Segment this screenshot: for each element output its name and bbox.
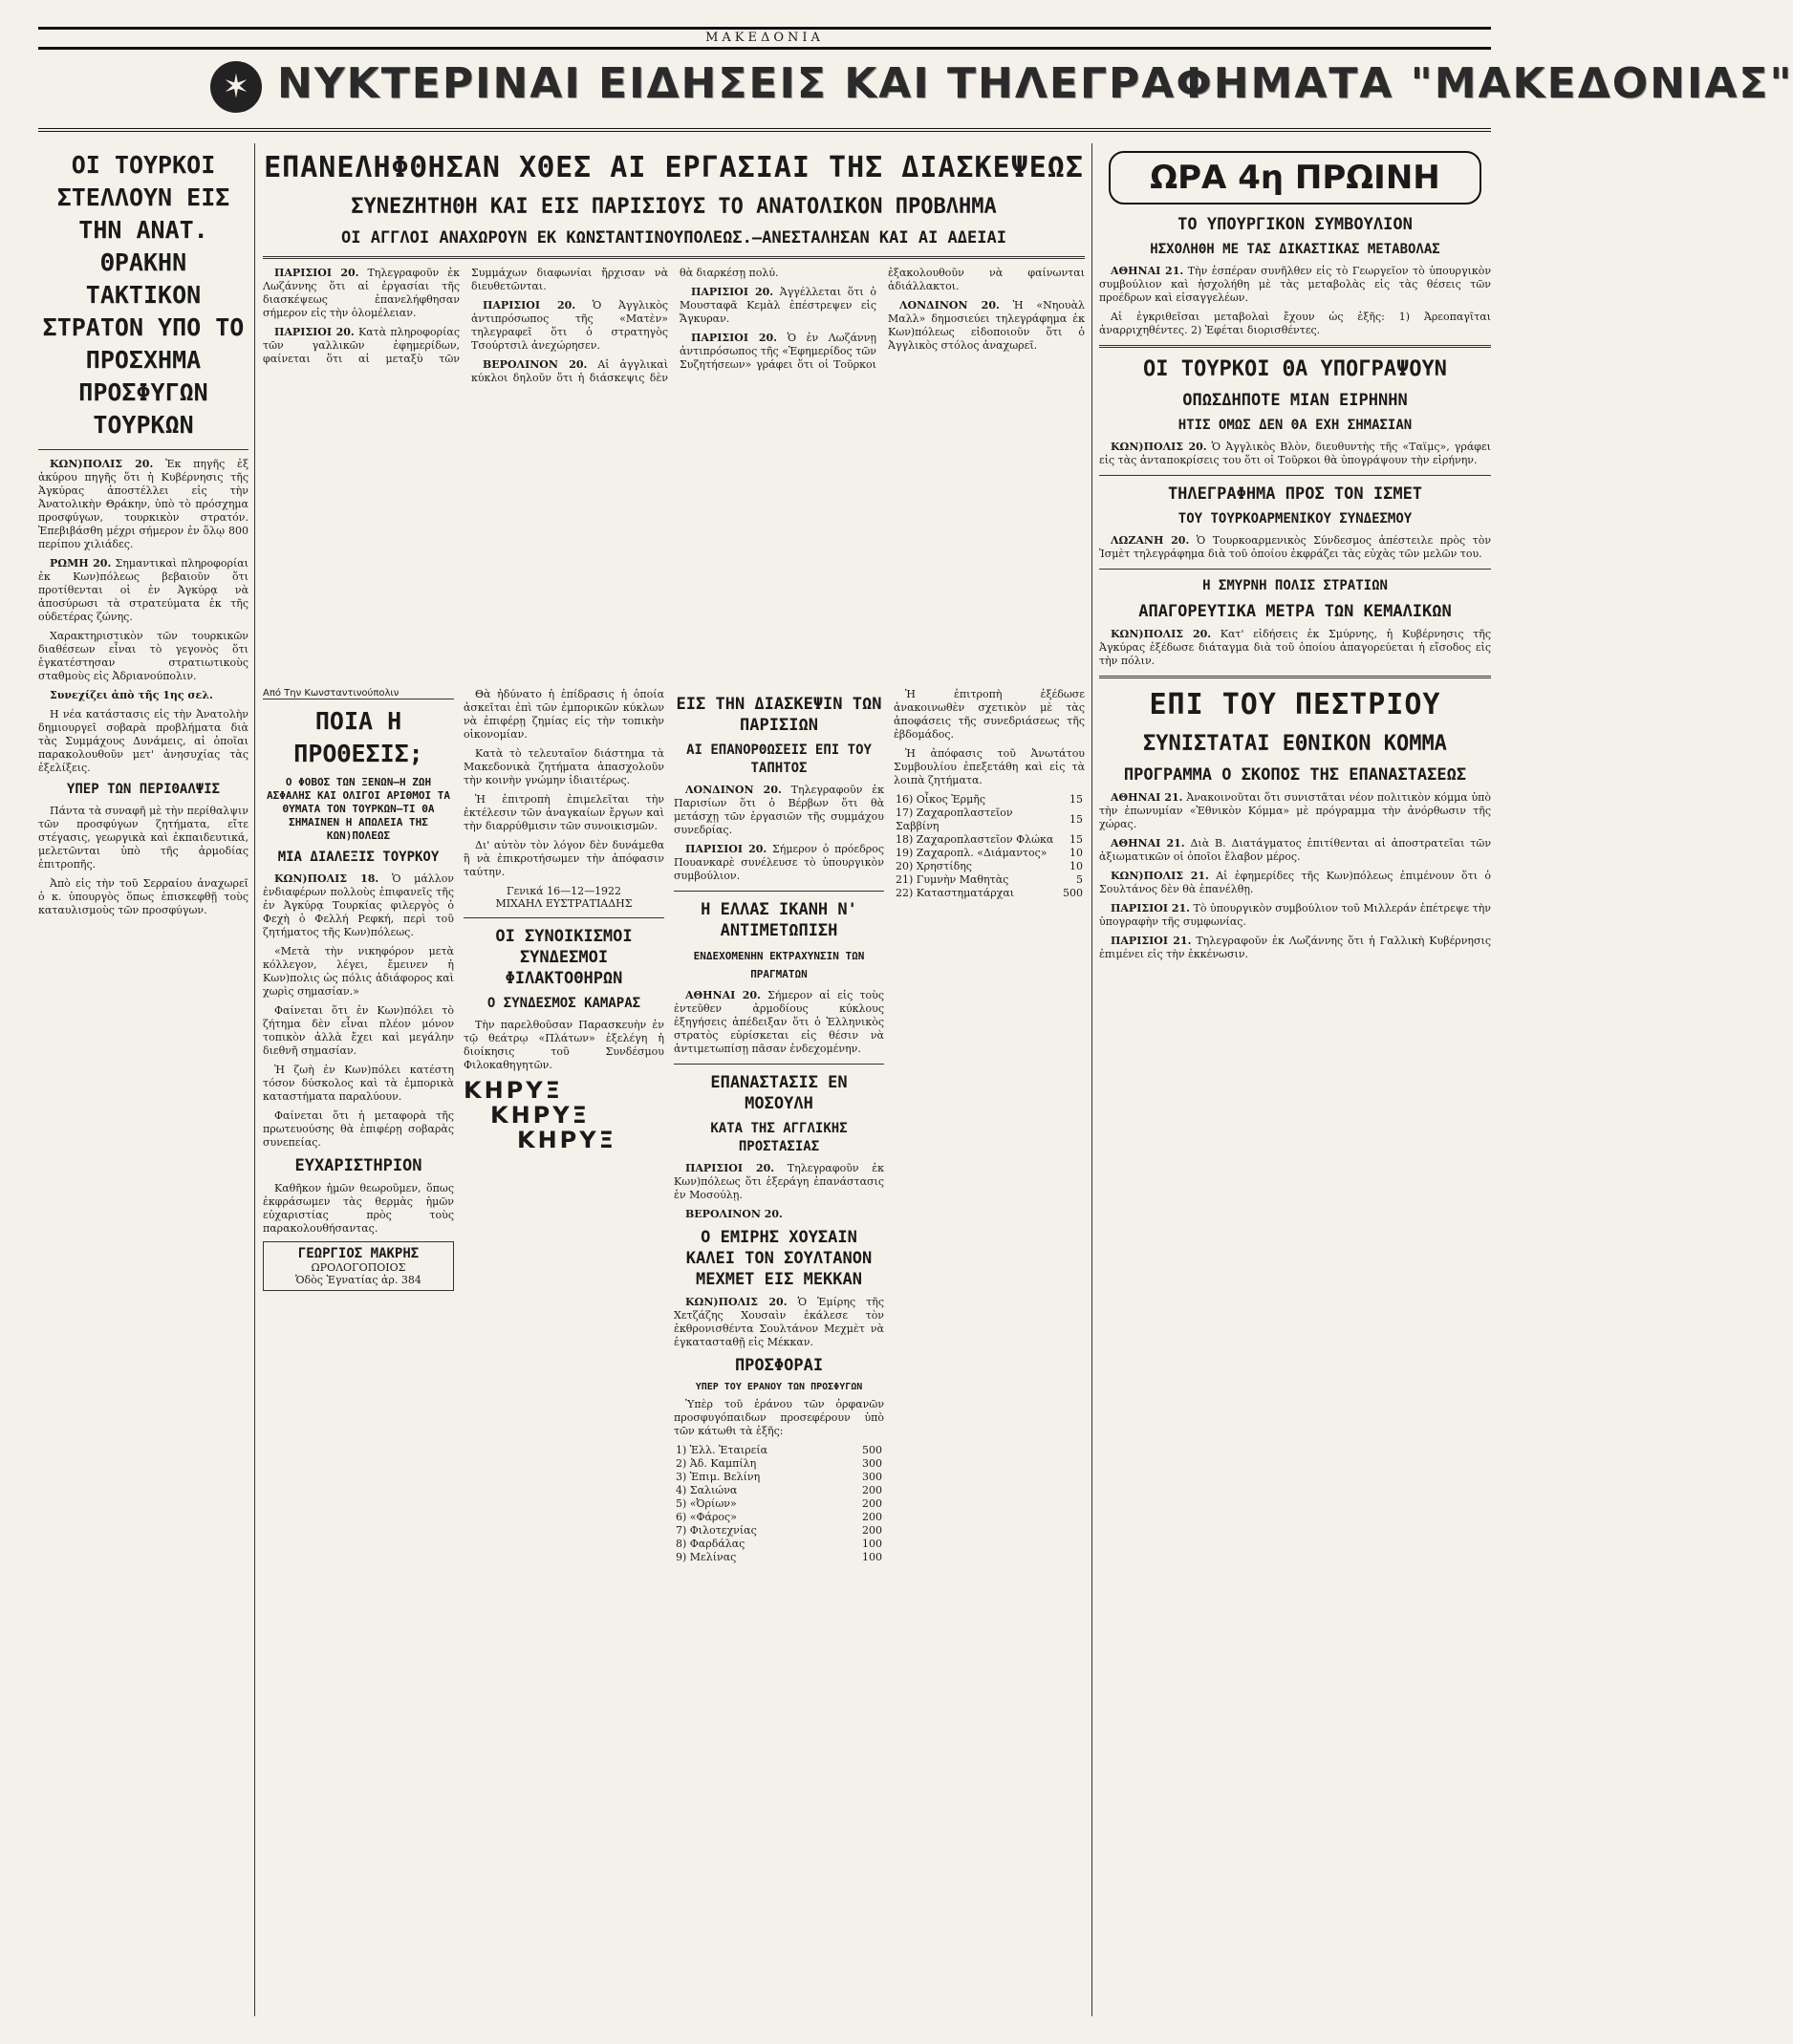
deck-fear-of-foreigners: Ο ΦΟΒΟΣ ΤΩΝ ΞΕΝΩΝ—Η ΖΩΗ ΑΣΦΑΛΗΣ ΚΑΙ ΟΛΙΓΟΙ ΑΡΙΘΜΟΙ ΤΑ ΘΥΜΑΤΑ ΤΟΝ ΤΟΥΡΚΩΝ—ΤΙ ΘΑ ΣΗΜΑΙΝΕΝ Η ΑΠΩΛΕΙΑ ΤΗΣ ΚΩΝ)ΠΟΛΕΩΣ (266, 776, 451, 842)
list-item-amount: 100 (862, 1551, 882, 1563)
list-item-amount: 5 (1076, 873, 1083, 886)
article-paragraph: ΑΘΗΝΑΙ 20. Σήμερον αἱ εἰς τοὺς ἐντεῦθεν ἀρμοδίους κύκλους ἐξηγήσεις ἀπέδειξαν ὅτι ὁ Ἑλληνικὸς στρατὸς εὑρίσκεται εἰς θέσιν νὰ ἀντιμετωπίσῃ πᾶσαν ἐνδεχομένην. (674, 989, 885, 1055)
article-paragraph: ΠΑΡΙΣΙΟΙ 20. Σήμερον ὁ πρόεδρος Πουανκαρὲ συνέλευσε τὸ ὑπουργικὸν συμβούλιον. (674, 843, 884, 882)
running-head-text: ΜΑΚΕΔΟΝΙΑ (705, 31, 824, 45)
article-paragraph: Φαίνεται ὅτι ἡ μεταφορὰ τῆς πρωτευούσης θὰ ἐπιφέρῃ σοβαρὰς συνεπείας. (263, 1109, 454, 1149)
list-item-label: 20) Χρηστίδης (896, 860, 972, 872)
article-paragraph: Ἀπὸ εἰς τὴν τοῦ Σερραίου ἀναχωρεῖ ὁ κ. ὑπουργὸς ὅπως ἐπισκεφθῇ τοὺς καταυλισμοὺς τῶν προσφύγων. (38, 877, 248, 916)
article-paragraph: Τὴν παρελθοῦσαν Παρασκευὴν ἐν τῷ θεάτρῳ «Πλάτων» ἐξελέγη ἡ διοίκησις τοῦ Συνδέσμου Φιλοκαθηγητῶν. (464, 1019, 664, 1071)
list-item (894, 887, 1085, 900)
column-left (38, 143, 248, 2016)
article-paragraph: ΛΩΖΑΝΗ 20. Ὁ Τουρκοαρμενικὸς Σύνδεσμος ἀπέστειλε πρὸς τὸν Ἰσμὲτ τηλεγράφημα διὰ τοῦ ὁποίου ἐκφράζει τὰς εὐχὰς τῶν μελῶν του. (1099, 534, 1492, 560)
article-paragraph: Ἡ ἐπιτροπὴ ἐξέδωσε ἀνακοινωθὲν σχετικὸν μὲ τὰς ἀποφάσεις τῆς συνεδριάσεως τῆς ἐβδομάδος. (894, 688, 1085, 741)
list-item (674, 1457, 884, 1471)
list-item (674, 1511, 884, 1524)
article-paragraph: ΛΟΝΔΙΝΟΝ 20. Ἡ «Νηουὰλ Μαλλ» δημοσιεύει τηλεγράφημα ἐκ Κων)πόλεως εἰδοποιοῦν ὅτι ὁ Ἀγγλικὸς στόλος ἀναχωρεῖ. (888, 299, 1085, 352)
headline-emir-hussein: Ο ΕΜΙΡΗΣ ΧΟΥΣΑΙΝ ΚΑΛΕΙ ΤΟΝ ΣΟΥΛΤΑΝΟΝ ΜΕΧΜΕΤ ΕΙΣ ΜΕΚΚΑΝ (685, 1228, 873, 1289)
section-label: Από Την Κωνσταντινούπολιν (263, 688, 454, 699)
list-item-amount: 300 (862, 1457, 882, 1470)
article-paragraph: ΚΩΝ)ΠΟΛΙΣ 20. Κατ' εἰδήσεις ἐκ Σμύρνης, ἡ Κυβέρνησις τῆς Ἀγκύρας ἐξέδωσε διάταγμα διὰ τοῦ ὁποίου ἀπαγορεύεται ἡ εἴσοδος εἰς τὴν πόλιν. (1099, 628, 1491, 667)
article-paragraph: Θὰ ἠδύνατο ἡ ἐπίδρασις ἡ ὁποία ἀσκεῖται ἐπὶ τῶν ἐμπορικῶν κύκλων νὰ ἐπιφέρῃ ζημίας εἰς τὴν τοπικὴν οἰκονομίαν. (464, 688, 664, 741)
article-paragraph: ΑΘΗΝΑΙ 21. Τὴν ἑσπέραν συνῆλθεν εἰς τὸ Γεωργεῖον τὸ ὑπουργικὸν συμβούλιον καὶ ἠσχολήθη μὲ τὰς μεταβολὰς εἰς τὰς θέσεις τῶν προέδρων καὶ εἰσαγγελέων. (1099, 265, 1492, 304)
headline-greece-able: Η ΕΛΛΑΣ ΙΚΑΝΗ Ν' ΑΝΤΙΜΕΤΩΠΙΣΗ (701, 900, 857, 940)
divider (263, 256, 1085, 259)
list-item (674, 1538, 884, 1551)
article-paragraph: ΚΩΝ)ΠΟΛΙΣ 20. Ἐκ πηγῆς ἐξ ἀκύρου πηγῆς ὅτι ἡ Κυβέρνησις τῆς Ἀγκύρας ἀποστέλλει εἰς τὴν Ἀνατολικὴν Θράκην, ὑπὸ τὸ πρόσχημα προσφύγων, τουρκικὸν στρατόν. Ἐπεβιβάσθη μέχρι σήμερον ἐν ὅλῳ 800 περίπου χιλιάδες. (38, 458, 248, 550)
list-item-label: 22) Καταστηματάρχαι (896, 887, 1015, 899)
list-item (674, 1497, 884, 1511)
article-paragraph: ΑΘΗΝΑΙ 21. Διὰ Β. Διατάγματος ἐπιτίθενται αἱ ἀποστρατεῖαι τῶν ἀξιωματικῶν οἱ ὁποῖοι ἔλαβον μέρος. (1099, 837, 1492, 863)
list-item-amount: 500 (1063, 887, 1083, 899)
divider (464, 917, 664, 918)
article-paragraph: ΒΕΡΟΛΙΝΟΝ 20. Αἱ ἀγγλικαὶ κύκλοι δηλοῦν ὅτι ἡ διάσκεψις δὲν θὰ διαρκέσῃ πολύ. (471, 267, 779, 384)
article-paragraph: Ἡ ἐπιτροπὴ ἐπιμελεῖται τὴν ἐκτέλεσιν τῶν ἀναγκαίων ἔργων καὶ τὴν διαρρύθμισιν τῶν συνοικισμῶν. (464, 793, 664, 832)
list-item-amount: 15 (1069, 813, 1083, 826)
list-item-label: 1) Ἑλλ. Ἐταιρεία (676, 1444, 768, 1456)
hour-box: ΩΡΑ 4η ΠΡΩΙΝΗ (1109, 151, 1481, 204)
subhead-kamara: Ο ΣΥΝΔΕΣΜΟΣ ΚΑΜΑΡΑΣ (486, 996, 641, 1011)
center-lead-story (263, 143, 1085, 678)
column-constantinople (263, 688, 454, 2016)
list-item-amount: 15 (1069, 833, 1083, 846)
article-paragraph: Αἱ ἐγκριθεῖσαι μεταβολαὶ ἔχουν ὡς ἑξῆς: 1) Ἀρεοπαγῖται ἀναρριχηθέντες. 2) Ἐφέται διορισθέντες. (1099, 311, 1491, 336)
article-paragraph: Χαρακτηριστικὸν τῶν τουρκικῶν διαθέσεων εἶναι τὸ γεγονὸς ὅτι ἐγκατέστησαν στρατιωτικοὺς σταθμοὺς εἰς Ἀδριανούπολιν. (38, 630, 248, 682)
list-item (894, 860, 1085, 873)
list-item-amount: 15 (1069, 793, 1083, 806)
article-paragraph: ΚΩΝ)ΠΟΛΙΣ 21. Αἱ ἐφημερίδες τῆς Κων)πόλεως ἐπιμένουν ὅτι ὁ Σουλτάνος δὲν θὰ ἐπανέλθῃ. (1099, 870, 1491, 895)
list-item-label: 9) Μελίνας (676, 1551, 737, 1563)
article-paragraph: ΑΘΗΝΑΙ 21. Ἀνακοινοῦται ὅτι συνιστᾶται νέον πολιτικὸν κόμμα ὑπὸ τὴν ἐπωνυμίαν «Ἐθνικὸν Κόμμα» μὲ πρόγραμμα τὴν ἀνόρθωσιν τῆς χώρας. (1099, 791, 1491, 830)
list-item-amount: 200 (862, 1497, 882, 1510)
list-item-amount: 10 (1069, 860, 1083, 872)
subhead-judicial-changes: ΗΣΧΟΛΗΘΗ ΜΕ ΤΑΣ ΔΙΚΑΣΤΙΚΑΣ ΜΕΤΑΒΟΛΑΣ (1150, 242, 1440, 257)
divider (1099, 475, 1491, 476)
divider (38, 449, 248, 450)
divider (674, 1064, 884, 1065)
column-right (1099, 143, 1491, 2016)
article-paragraph: Ἡ ἀπόφασις τοῦ Ἀνωτάτου Συμβουλίου ἐπεξετάθη καὶ εἰς τὰ λοιπὰ ζητήματα. (894, 747, 1085, 786)
headline-turks-thrace: ΟΙ ΤΟΥΡΚΟΙ ΣΤΕΛΛΟΥΝ ΕΙΣ ΤΗΝ ΑΝΑΤ. ΘΡΑΚΗΝ ΤΑΚΤΙΚΟΝ ΣΤΡΑΤΟΝ ΥΠΟ ΤΟ ΠΡΟΣΧΗΜΑ ΠΡΟΣΦΥΓΩΝ ΤΟΥΡΚΩΝ (42, 151, 245, 439)
signature-block (464, 885, 664, 910)
headline-telegram-ismet: ΤΗΛΕΓΡΑΦΗΜΑ ΠΡΟΣ ΤΟΝ ΙΣΜΕΤ (1167, 484, 1423, 504)
article-paragraph: Φαίνεται ὅτι ἐν Κων)πόλει τὸ ζήτημα δὲν εἶναι πλέον μόνον τοπικὸν ἀλλὰ ἔχει καὶ μεγάλην διεθνῆ σημασίαν. (263, 1004, 454, 1057)
list-item-amount: 200 (862, 1511, 882, 1523)
headline-eastern-problem: ΣΥΝΕΖΗΤΗΘΗ ΚΑΙ ΕΙΣ ΠΑΡΙΣΙΟΥΣ ΤΟ ΑΝΑΤΟΛΙΚΟΝ ΠΡΟΒΛΗΜΑ (351, 195, 997, 219)
list-item-label: 16) Οἶκος Ἐρμῆς (896, 793, 986, 806)
list-item-label: 18) Ζαχαροπλαστεῖον Φλώκα (896, 833, 1054, 846)
list-item-amount: 10 (1069, 847, 1083, 859)
article-paragraph: ΠΑΡΙΣΙΟΙ 20. Τηλεγραφοῦν ἐκ Κων)πόλεως ὅτι ἐξεράγη ἐπανάστασις ἐν Μοσούλῃ. (674, 1162, 884, 1201)
article-paragraph: ΠΑΡΙΣΙΟΙ 20. Ὁ Ἀγγλικὸς ἀντιπρόσωπος τῆς «Ματὲν» τηλεγραφεῖ ὅτι ὁ στρατηγὸς Τσούρτσιλ ἀνεχώρησεν. (471, 299, 668, 352)
continuation-note: Συνεχίζει ἀπὸ τῆς 1ης σελ. (50, 689, 213, 701)
divider (1099, 569, 1491, 570)
donations-list (894, 793, 1085, 900)
crier-line: ΚΗΡΥΞ (517, 1127, 616, 1153)
list-item (674, 1471, 884, 1484)
list-item-label: 6) «Φάρος» (676, 1511, 737, 1523)
divider (1099, 345, 1491, 348)
list-item (674, 1444, 884, 1457)
list-item-label: 17) Ζαχαροπλαστεῖον Σαββίνη (896, 807, 1013, 832)
subhead-british-protection: ΚΑΤΑ ΤΗΣ ΑΓΓΛΙΚΗΣ ΠΡΟΣΤΑΣΙΑΣ (710, 1121, 848, 1154)
article-paragraph: Πάντα τὰ συναφῆ μὲ τὴν περίθαλψιν τῶν προσφύγων ζητήματα, εἴτε στέγασις, γεωργικὰ καὶ ἐκπαιδευτικά, μελετῶνται ὑπὸ τῆς ἁρμοδίας ἐπιτροπῆς. (38, 805, 248, 871)
article-paragraph: ΠΑΡΙΣΙΟΙ 20. Ἀγγέλλεται ὅτι ὁ Μουσταφᾶ Κεμὰλ ἐπέστρεψεν εἰς Ἄγκυραν. (680, 286, 876, 325)
running-head (38, 27, 1491, 50)
article-paragraph: ΠΑΡΙΣΙΟΙ 21. Τηλεγραφοῦν ἐκ Λωζάννης ὅτι ἡ Γαλλικὴ Κυβέρνησις ἐπιμένει εἰς τὴν ἐκκένωσιν. (1099, 935, 1491, 960)
signature-date: Γενικά 16—12—1922 (506, 885, 622, 897)
ad-name: ΓΕΩΡΓΙΟΣ ΜΑΚΡΗΣ (297, 1246, 420, 1261)
list-item-label: 4) Σαλιώνα (676, 1484, 738, 1496)
list-item-label: 21) Γυμνὴν Μαθητὰς (896, 873, 1009, 886)
headline-on-pestrio: ΕΠΙ ΤΟΥ ΠΕΣΤΡΙΟΥ (1149, 688, 1441, 721)
column-center-right (894, 688, 1085, 2016)
star-emblem-icon: ✶ (210, 61, 262, 113)
list-item (894, 833, 1085, 847)
list-item-amount: 100 (862, 1538, 882, 1550)
article-paragraph: Ὑπὲρ τοῦ ἐράνου τῶν ὀρφανῶν προσφυγόπαιδων προσεφέρουν ὑπὸ τῶν κάτωθι τὰ ἑξῆς: (674, 1398, 884, 1437)
list-item (894, 847, 1085, 860)
article-paragraph: ΠΑΡΙΣΙΟΙ 20. Κατὰ πληροφορίας τῶν γαλλικῶν ἐφημερίδων, φαίνεται ὅτι αἱ μεταξὺ τῶν Συμμάχων διαφωνίαι ἤρχισαν νὰ διευθετῶνται. (263, 267, 668, 365)
subhead-kemalist-measures: ΑΠΑΓΟΡΕΥΤΙΚΑ ΜΕΤΡΑ ΤΩΝ ΚΕΜΑΛΙΚΩΝ (1138, 602, 1452, 621)
deck-revolution-program: ΠΡΟΓΡΑΜΜΑ Ο ΣΚΟΠΟΣ ΤΗΣ ΕΠΑΝΑΣΤΑΣΕΩΣ (1123, 765, 1467, 785)
headline-cabinet: ΤΟ ΥΠΟΥΡΓΙΚΟΝ ΣΥΜΒΟΥΛΙΟΝ (1177, 215, 1413, 234)
list-item (894, 807, 1085, 833)
list-item-label: 8) Φαρδάλας (676, 1538, 745, 1550)
article-paragraph: ΛΟΝΔΙΝΟΝ 20. Τηλεγραφοῦν ἐκ Παρισίων ὅτι ὁ Βέρβων ὅτι θὰ μετάσχῃ τῶν ἐργασιῶν τῆς συμμάχου συνεδρίας. (674, 784, 884, 836)
article-paragraph: ΡΩΜΗ 20. Σημαντικαὶ πληροφορίαι ἐκ Κων)πόλεως βεβαιοῦν ὅτι προτίθενται οἱ ἐν Ἀγκύρᾳ νὰ ἀποσύρωσι τὰ στρατεύματα ἐκ τῆς οὐδετέρας ζώνης. (38, 557, 248, 623)
article-paragraph: ΚΩΝ)ΠΟΛΙΣ 20. Ὁ Ἀγγλικὸς Βλὸν, διευθυντὴς τῆς «Ταϊμς», γράφει εἰς τὰς ἀνταποκρίσεις του ὅτι οἱ Τοῦρκοι θὰ ὑπογράψουν τὴν εἰρήνην. (1099, 441, 1491, 466)
article-paragraph: «Μετὰ τὴν νικηφόρον μετὰ κόλλεγον, λέγει, ἔμεινεν ἡ Κων)πολις ὡς πόλις ἀδιάφορος καὶ χωρὶς σημασίαν.» (263, 945, 454, 998)
ad-address: Ὁδὸς Ἐγνατίας ἀρ. 384 (295, 1274, 421, 1286)
crier-line: ΚΗΡΥΞ (464, 1077, 563, 1104)
deck-no-significance: ΗΤΙΣ ΟΜΩΣ ΔΕΝ ΘΑ ΕΧΗ ΣΗΜΑΣΙΑΝ (1177, 418, 1413, 433)
article-paragraph: Δι' αὐτὸν τὸν λόγον δὲν δυνάμεθα ἢ νὰ ἐπικροτήσωμεν τὴν ἀπόφασιν ταύτην. (464, 839, 664, 878)
list-item-label: 5) «Ὀρίων» (676, 1497, 737, 1510)
column-rule (254, 143, 255, 2016)
list-item-amount: 200 (862, 1484, 882, 1496)
article-paragraph: Ἡ ζωὴ ἐν Κων)πόλει κατέστη τόσον δύσκολος καὶ τὰ ἐμπορικὰ καταστήματα παραλύουν. (263, 1064, 454, 1103)
article-paragraph: Καθῆκον ἡμῶν θεωροῦμεν, ὅπως ἐκφράσωμεν τὰς θερμὰς ἡμῶν εὐχαριστίας πρὸς τοὺς παρακολουθήσαντας. (263, 1182, 454, 1235)
list-item-label: 7) Φιλοτεχνίας (676, 1524, 757, 1537)
subhead-refugee-fund: ΥΠΕΡ ΤΟΥ ΕΡΑΝΟΥ ΤΩΝ ΠΡΟΣΦΥΓΩΝ (695, 1382, 863, 1392)
masthead-title: ΝΥΚΤΕΡΙΝΑΙ ΕΙΔΗΣΕΙΣ ΚΑΙ ΤΗΛΕΓΡΑΦΗΜΑΤΑ "ΜΑΚΕΔΟΝΙΑΣ" (277, 59, 1793, 108)
heading-offerings: ΠΡΟΣΦΟΡΑΙ (734, 1356, 824, 1375)
list-item (674, 1551, 884, 1564)
heading-thanks: ΕΥΧΑΡΙΣΤΗΡΙΟΝ (294, 1156, 422, 1175)
article-paragraph: Κατὰ τὸ τελευταῖον διάστημα τὰ Μακεδονικὰ ζητήματα ἀπασχολοῦν τὴν κοινὴν γνώμην ἰδιαιτέρως. (464, 747, 664, 786)
lead-story-columns (263, 267, 1085, 385)
list-item-amount: 300 (862, 1471, 882, 1483)
subhead-reparations: ΑΙ ΕΠΑΝΟΡΘΩΣΕΙΣ ΕΠΙ ΤΟΥ ΤΑΠΗΤΟΣ (686, 742, 872, 776)
headline-paris-conference: ΕΙΣ ΤΗΝ ΔΙΑΣΚΕΨΙΝ ΤΩΝ ΠΑΡΙΣΙΩΝ (676, 695, 882, 735)
donations-list (674, 1444, 884, 1564)
article-paragraph: ΠΑΡΙΣΙΟΙ 20. Τηλεγραφοῦν ἐκ Λωζάννης ὅτι αἱ ἐργασίαι τῆς διασκέψεως ἐπανελήφθησαν σήμερον εἰς τὴν ὁλομέλειαν. (263, 267, 460, 319)
column-paris-conference (674, 688, 884, 2016)
headline-turks-will-sign: ΟΙ ΤΟΥΡΚΟΙ ΘΑ ΥΠΟΓΡΑΨΟΥΝ (1143, 357, 1447, 381)
advertisement-watchmaker (263, 1241, 454, 1291)
headline-conference-resumed: ΕΠΑΝΕΛΗΦΘΗΣΑΝ ΧΘΕΣ ΑΙ ΕΡΓΑΣΙΑΙ ΤΗΣ ΔΙΑΣΚΕΨΕΩΣ (264, 151, 1084, 184)
article-paragraph: ΚΩΝ)ΠΟΛΙΣ 18. Ὁ μάλλον ἐνδιαφέρων πολλοὺς ἐπιφανεῖς τῆς ἐν Ἀγκύρᾳ Τουρκίας φιλεργὸς ὁ Φεχὴ ὁ Φελλή Ρεφκή, περὶ τοῦ ζητήματος τῆς Κων)πόλεως. (263, 872, 454, 938)
column-rule (1091, 143, 1092, 2016)
article-paragraph: ΠΑΡΙΣΙΟΙ 21. Τὸ ὑπουργικὸν συμβούλιον τοῦ Μιλλεράν ἐπέτρεψε τὴν ὑπογραφὴν τῆς συμφωνίας. (1099, 902, 1491, 928)
masthead (38, 54, 1793, 132)
headline-mosul-revolt: ΕΠΑΝΑΣΤΑΣΙΣ ΕΝ ΜΟΣΟΥΛΗ (710, 1073, 848, 1113)
list-item-label: 3) Ἐπιμ. Βελίνη (676, 1471, 761, 1483)
list-item (894, 873, 1085, 887)
subhead-national-party: ΣΥΝΙΣΤΑΤΑΙ ΕΘΝΙΚΟΝ ΚΟΜΜΑ (1143, 732, 1447, 756)
headline-smyrna: Η ΣΜΥΡΝΗ ΠΟΛΙΣ ΣΤΡΑΤΙΩΝ (1202, 578, 1388, 593)
ad-trade: ΩΡΟΛΟΓΟΠΟΙΟΣ (311, 1261, 406, 1274)
list-item (674, 1484, 884, 1497)
subhead-escalation: ΕΝΔΕΧΟΜΕΝΗΝ ΕΚΤΡΑΧΥΝΣΙΝ ΤΩΝ ΠΡΑΓΜΑΤΩΝ (693, 950, 865, 980)
article-paragraph: ΠΑΡΙΣΙΟΙ 20. Ὁ ἐν Λωζάννῃ ἀντιπρόσωπος τῆς «Ἐφημερίδος τῶν Συζητήσεων» γράφει ὅτι οἱ Τοῦρκοι ἐξακολουθοῦν νὰ φαίνωνται ἀδιάλλακτοι. (680, 267, 1085, 371)
headline-settlements: ΟΙ ΣΥΝΟΙΚΙΣΜΟΙ ΣΥΝΔΕΣΜΟΙ ΦΙΛΑΚΤΟΘΗΡΩΝ (495, 927, 633, 988)
subhead-a-peace: ΟΠΩΣΔΗΠΟΤΕ ΜΙΑΝ ΕΙΡΗΝΗΝ (1182, 391, 1408, 410)
signature-name: ΜΙΧΑΗΛ ΕΥΣΤΡΑΤΙΑΔΗΣ (495, 897, 633, 910)
subhead-turkish-lecture: ΜΙΑ ΔΙΑΛΕΞΙΣ ΤΟΥΡΚΟΥ (277, 850, 440, 865)
list-item (894, 793, 1085, 807)
article-paragraph: Η νέα κατάστασις εἰς τὴν Ἀνατολὴν δημιουργεῖ σοβαρὰ προβλήματα διὰ τὰς Συμμάχους Δυνάμεις, αἱ ὁποῖαι παρακολουθοῦν μετ' ἀνησυχίας τὰς ἐξελίξεις. (38, 708, 248, 774)
subhead-turkoarmenian: ΤΟΥ ΤΟΥΡΚΟΑΡΜΕΝΙΚΟΥ ΣΥΝΔΕΣΜΟΥ (1177, 511, 1413, 527)
headline-british-depart: ΟΙ ΑΓΓΛΟΙ ΑΝΑΧΩΡΟΥΝ ΕΚ ΚΩΝΣΤΑΝΤΙΝΟΥΠΟΛΕΩΣ.—ΑΝΕΣΤΑΛΗΣΑΝ ΚΑΙ ΑΙ ΑΔΕΙΑΙ (341, 228, 1006, 247)
column-center-left (464, 688, 664, 2016)
article-paragraph: ΚΩΝ)ΠΟΛΙΣ 20. Ὁ Ἐμίρης τῆς Χετζάζης Χουσαὶν ἐκάλεσε τὸν ἐκθρονισθέντα Σουλτάνον Μεχμὲτ νὰ ἐγκατασταθῇ εἰς Μέκκαν. (674, 1296, 884, 1348)
dateline: ΒΕΡΟΛΙΝΟΝ 20. (685, 1208, 783, 1220)
divider (1099, 676, 1491, 678)
list-item-label: 19) Ζαχαροπλ. «Διάμαντος» (896, 847, 1048, 859)
crier-ad (464, 1078, 664, 1152)
divider (674, 891, 884, 892)
list-item-amount: 500 (862, 1444, 882, 1456)
subhead-care: ΥΠΕΡ ΤΩΝ ΠΕΡΙΘΑΛΨΙΣ (66, 782, 221, 797)
list-item-label: 2) Ἀδ. Καμπίλη (676, 1457, 757, 1470)
headline-what-intention: ΠΟΙΑ Η ΠΡΟΘΕΣΙΣ; (293, 707, 423, 767)
crier-line: ΚΗΡΥΞ (490, 1102, 590, 1129)
list-item-amount: 200 (862, 1524, 882, 1537)
list-item (674, 1524, 884, 1538)
